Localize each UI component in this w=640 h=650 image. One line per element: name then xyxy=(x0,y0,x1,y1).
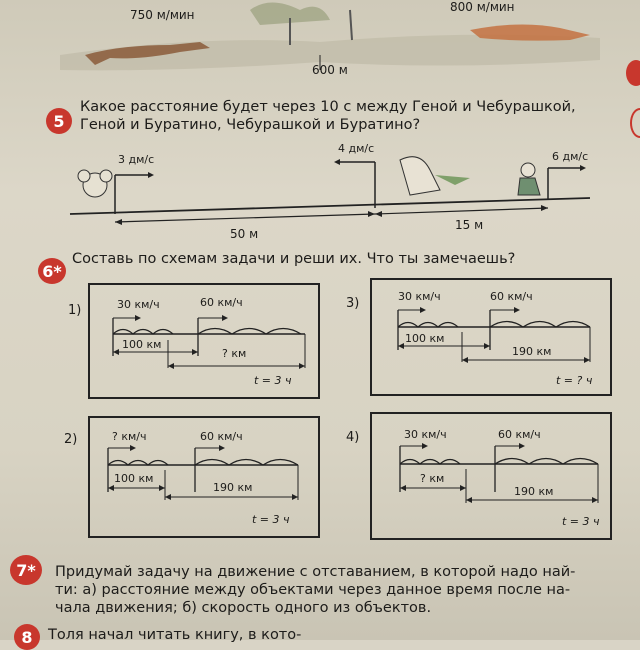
task6-number: 6* xyxy=(38,258,66,284)
scheme-1-dist2: ? км xyxy=(222,347,247,360)
speed-gena-label: 4 дм/с xyxy=(338,142,375,155)
distance-label: 600 м xyxy=(312,63,348,77)
scheme-2-speed1: ? км/ч xyxy=(112,430,147,443)
scheme-4-dist2: 190 км xyxy=(514,485,554,498)
scheme-4-label: 4) xyxy=(346,430,360,445)
speed-buratino-label: 6 дм/с xyxy=(552,150,589,163)
speed-left-label: 750 м/мин xyxy=(130,8,195,22)
scheme-2-label: 2) xyxy=(64,432,78,447)
scheme-2-dist1: 100 км xyxy=(114,472,154,485)
task6-text: Составь по схемам задачи и реши их. Что ты замечаешь? xyxy=(72,251,516,267)
task7-line3: чала движения; б) скорость одного из объектов. xyxy=(55,600,432,616)
scheme-3-time: t = ? ч xyxy=(556,374,593,387)
scheme-4-dist1: ? км xyxy=(420,472,445,485)
scheme-4-time: t = 3 ч xyxy=(562,515,600,528)
task5-line2: Геной и Буратино, Чебурашкой и Буратино? xyxy=(80,117,421,133)
scheme-4-speed2: 60 км/ч xyxy=(498,428,541,441)
scheme-3-label: 3) xyxy=(346,296,360,311)
scheme-1-dist1: 100 км xyxy=(122,338,162,351)
scheme-1-time: t = 3 ч xyxy=(254,374,292,387)
task7-number: 7* xyxy=(10,555,42,585)
scheme-4-speed1: 30 км/ч xyxy=(404,428,447,441)
scheme-3-speed1: 30 км/ч xyxy=(398,290,441,303)
task5-line1: Какое расстояние будет через 10 с между Геной и Чебурашкой, xyxy=(80,99,576,115)
speed-right-label: 800 м/мин xyxy=(450,0,515,14)
scheme-1-speed2: 60 км/ч xyxy=(200,296,243,309)
next-page-marker xyxy=(626,60,640,86)
scheme-1-label: 1) xyxy=(68,303,82,318)
scheme-3-dist2: 190 км xyxy=(512,345,552,358)
dist-left-label: 50 м xyxy=(230,227,259,241)
scheme-1-speed1: 30 км/ч xyxy=(117,298,160,311)
task7-line1: Придумай задачу на движение с отставанием, в которой надо най- xyxy=(55,564,576,580)
scheme-3-dist1: 100 км xyxy=(405,332,445,345)
dist-right-label: 15 м xyxy=(455,218,484,232)
task7-line2: ти: а) расстояние между объектами через данное время после на- xyxy=(55,582,571,598)
scheme-2-speed2: 60 км/ч xyxy=(200,430,243,443)
scheme-3-speed2: 60 км/ч xyxy=(490,290,533,303)
scheme-2-time: t = 3 ч xyxy=(252,513,290,526)
speed-cheburashka-label: 3 дм/с xyxy=(118,153,155,166)
scheme-2-dist2: 190 км xyxy=(213,481,253,494)
task8-text: Толя начал читать книгу, в кото- xyxy=(48,627,302,643)
task5-number: 5 xyxy=(46,108,72,134)
task8-number: 8 xyxy=(14,624,40,650)
